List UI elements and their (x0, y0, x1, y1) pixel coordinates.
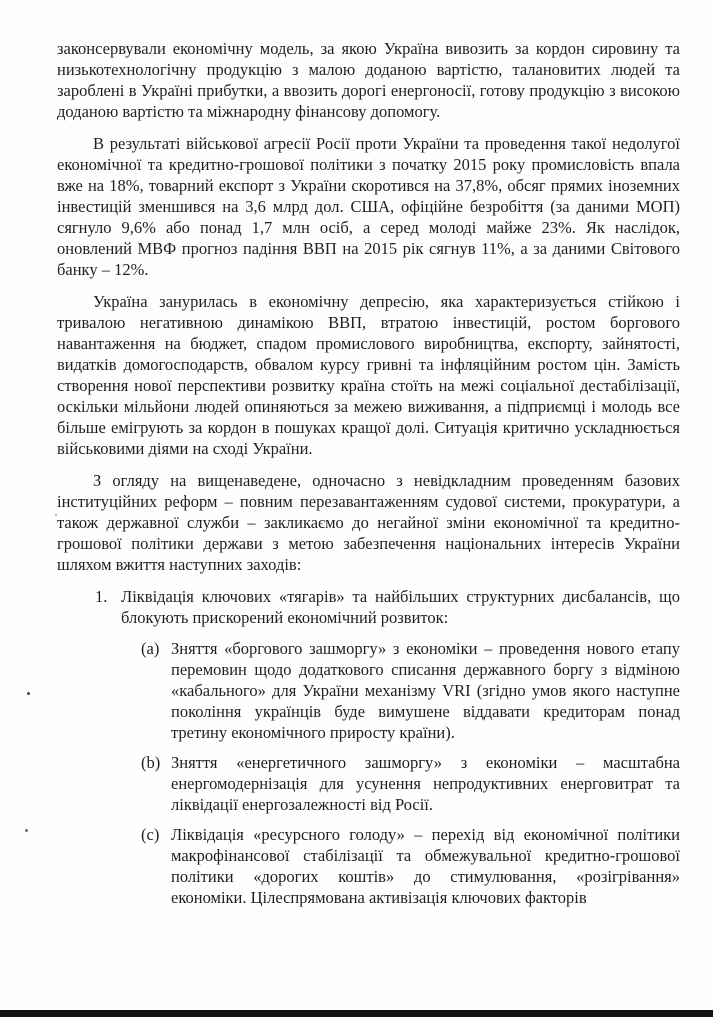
lettered-list-item-a-text: Зняття «боргового зашморгу» з економіки – проведення нового етапу перемовин щодо додаткового списання державного боргу з відміною «кабального» для України механізму VRI (згідно умов якого наступне покоління українців буде вимушене віддавати кредиторам понад третину економічного приросту країни). (171, 639, 680, 742)
scan-speck (27, 692, 30, 695)
scan-speck (55, 514, 57, 516)
paragraph-call-to-action: З огляду на вищенаведене, одночасно з невідкладним проведенням базових інституційних реформ – повним перезавантаженням судової системи, прокуратури, а також державної служби – закликаємо до негайної зміни економічної та кредитно-грошової політики держави з метою забезпечення національних інтересів України шляхом вжиття наступних заходів: (57, 471, 680, 574)
document-text-block (57, 38, 680, 908)
paragraph-war-economy-stats: В результаті військової агресії Росії проти України та проведення такої недолугої економічної та кредитно-грошової політики з початку 2015 року промисловість впала вже на 18%, товарний експорт з України скоротився на 37,8%, обсяг прямих іноземних інвестицій зменшився на 3,6 млрд дол. США, офіційне безробіття (за даними МОП) сягнуло 9,6% або понад 1,7 млн осіб, а серед молоді майже 23%. Як наслідок, оновлений МВФ прогноз падіння ВВП на 2015 рік сягнув 11%, а за даними Світового банку – 12%. (57, 134, 680, 279)
scan-speck (25, 829, 28, 832)
paragraph-continuation: законсервували економічну модель, за якою Україна вивозить за кордон сировину та низькотехнологічну продукцію з малою доданою вартістю, талановитих людей та зароблені в Україні прибутки, а ввозить дорогі енергоносії, готову продукцію з високою доданою вартістю та міжнародну фінансову допомогу. (57, 39, 680, 121)
lettered-list-item-c-text: Ліквідація «ресурсного голоду» – перехід від економічної політики макрофінансової стабілізації та обмежувальної кредитно-грошової політики «дорогих коштів» до стимулювання, «розігрівання» економіки. Цілеспрямована активізація ключових факторів (171, 825, 680, 907)
list-number-marker: 1. (95, 587, 108, 606)
lettered-list-item-b-text: Зняття «енергетичного зашморгу» з економіки – масштабна енергомодернізація для усунення непродуктивних енерговитрат та ліквідації енергозалежності від Росії. (171, 753, 680, 814)
list-letter-marker-c: (c) (141, 825, 160, 844)
list-letter-marker-a: (a) (141, 639, 160, 658)
lettered-list-item-a (57, 638, 680, 743)
lettered-list-item-b (57, 752, 680, 815)
list-letter-marker-b: (b) (141, 753, 161, 772)
lettered-list-item-c (57, 824, 680, 908)
scan-speck (85, 45, 87, 47)
scan-edge-bar (0, 1010, 713, 1017)
numbered-list-item-text: Ліквідація ключових «тягарів» та найбільших структурних дисбалансів, що блокують прискорений економічний розвиток: (121, 587, 680, 627)
paragraph-economic-depression: Україна занурилась в економічну депресію, яка характеризується стійкою і тривалою негативною динамікою ВВП, втратою інвестицій, ростом боргового навантаження на бюджет, спадом промислового виробництва, експорту, зайнятості, видатків домогосподарств, обвалом курсу гривні та інфляційним ростом цін. Замість створення нової перспективи розвитку країна стоїть на межі соціальної дестабілізації, оскільки мільйони людей опиняються за межею виживання, а підприємці і молодь все більше емігрують за кордон в пошуках кращої долі. Ситуація критично ускладнюється військовими діями на сході України. (57, 292, 680, 458)
numbered-list-item-1 (57, 586, 680, 628)
